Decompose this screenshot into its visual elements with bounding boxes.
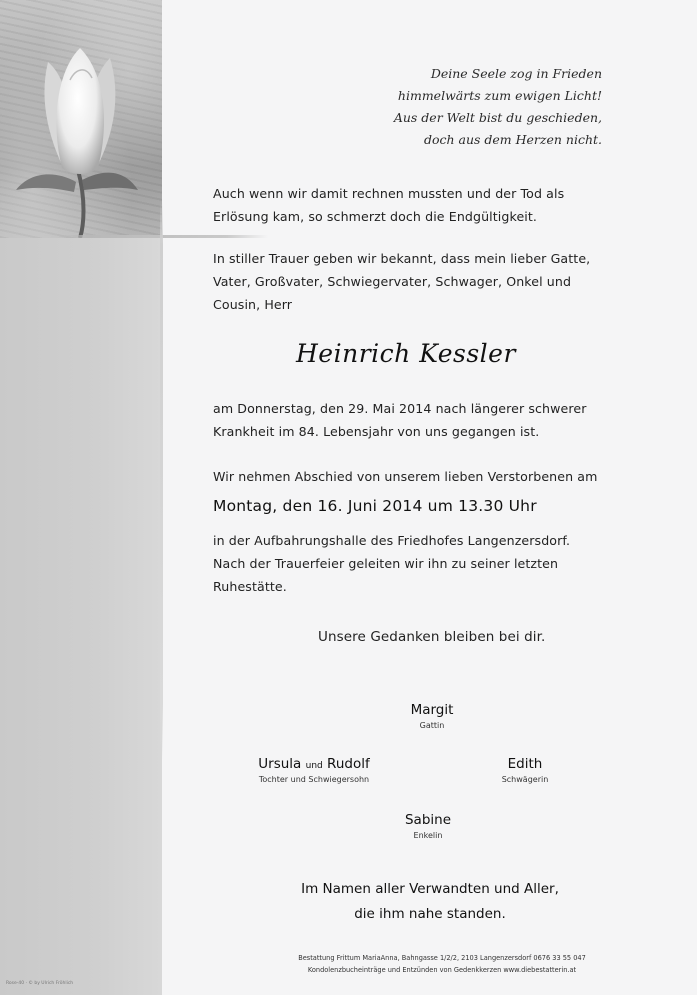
announcement-paragraph xyxy=(213,247,590,316)
verse-line: himmelwärts zum ewigen Licht! xyxy=(397,88,602,103)
funeral-home-footer xyxy=(262,952,622,976)
mourner-name-first: Ursula xyxy=(258,756,302,772)
announcement-line: Cousin, Herr xyxy=(213,297,293,312)
announcement-line: Vater, Großvater, Schwiegervater, Schwager, Onkel und xyxy=(213,274,572,289)
mourner-name: Sabine xyxy=(404,812,452,828)
decorative-band xyxy=(0,238,162,995)
death-notice-paragraph xyxy=(213,397,587,443)
horizontal-cross-line xyxy=(58,235,268,238)
location-line: Nach der Trauerfeier geleiten wir ihn zu seiner letzten xyxy=(213,556,559,571)
memorial-verse xyxy=(394,63,602,151)
vertical-cross-line xyxy=(160,200,163,760)
mourner-name-conjunction: und xyxy=(305,761,323,771)
announcement-line: In stiller Trauer geben wir bekannt, dass mein lieber Gatte, xyxy=(213,251,591,266)
intro-line: Erlösung kam, so schmerzt doch die Endgültigkeit. xyxy=(213,209,538,224)
footer-line: Bestattung Frittum MariaAnna, Bahngasse 1/2/2, 2103 Langenzersdorf 0676 33 55 047 xyxy=(298,954,586,962)
service-date: Montag, den 16. Juni 2014 um 13.30 Uhr xyxy=(213,497,537,515)
deceased-name: Heinrich Kessler xyxy=(296,339,516,368)
mourner-wife xyxy=(392,702,472,730)
intro-line: Auch wenn wir damit rechnen mussten und der Tod als xyxy=(213,186,565,201)
image-credit: Rose-40 · © by Ulrich Fröhlich xyxy=(6,981,74,986)
mourner-name-second: Rudolf xyxy=(327,756,370,772)
location-line: in der Aufbahrungshalle des Friedhofes Langenzersdorf. xyxy=(213,533,571,548)
thoughts-text: Unsere Gedanken bleiben bei dir. xyxy=(318,629,546,645)
death-notice-line: am Donnerstag, den 29. Mai 2014 nach längerer schwerer xyxy=(213,401,587,416)
mourner-name: Edith xyxy=(507,756,543,772)
death-notice-line: Krankheit im 84. Lebensjahr von uns gegangen ist. xyxy=(213,424,540,439)
footer-line: Kondolenzbucheinträge und Entzünden von Gedenkkerzen www.diebestatterin.at xyxy=(307,966,577,974)
mourner-relation: Schwägerin xyxy=(501,775,549,784)
thoughts-line xyxy=(318,626,545,649)
mourner-relation: Gattin xyxy=(419,721,445,730)
mourner-children xyxy=(234,756,394,784)
intro-paragraph xyxy=(213,182,564,228)
mourner-relation: Enkelin xyxy=(413,831,443,840)
farewell-intro-line: Wir nehmen Abschied von unserem lieben Verstorbenen am xyxy=(213,469,598,484)
mourner-sister-in-law xyxy=(485,756,565,784)
mourner-name: Margit xyxy=(410,702,454,718)
white-rose-icon xyxy=(0,0,162,238)
location-paragraph xyxy=(213,529,570,598)
farewell-intro xyxy=(213,465,597,488)
mourner-name xyxy=(234,756,394,772)
verse-line: Aus der Welt bist du geschieden, xyxy=(393,110,602,125)
closing-line: die ihm nahe standen. xyxy=(354,906,506,922)
mourner-relation: Tochter und Schwiegersohn xyxy=(258,775,370,784)
verse-line: doch aus dem Herzen nicht. xyxy=(423,132,602,147)
closing-statement xyxy=(280,877,580,927)
mourner-granddaughter xyxy=(388,812,468,840)
verse-line: Deine Seele zog in Frieden xyxy=(430,66,602,81)
closing-line: Im Namen aller Verwandten und Aller, xyxy=(301,881,559,897)
rose-photo xyxy=(0,0,162,238)
location-line: Ruhestätte. xyxy=(213,579,287,594)
